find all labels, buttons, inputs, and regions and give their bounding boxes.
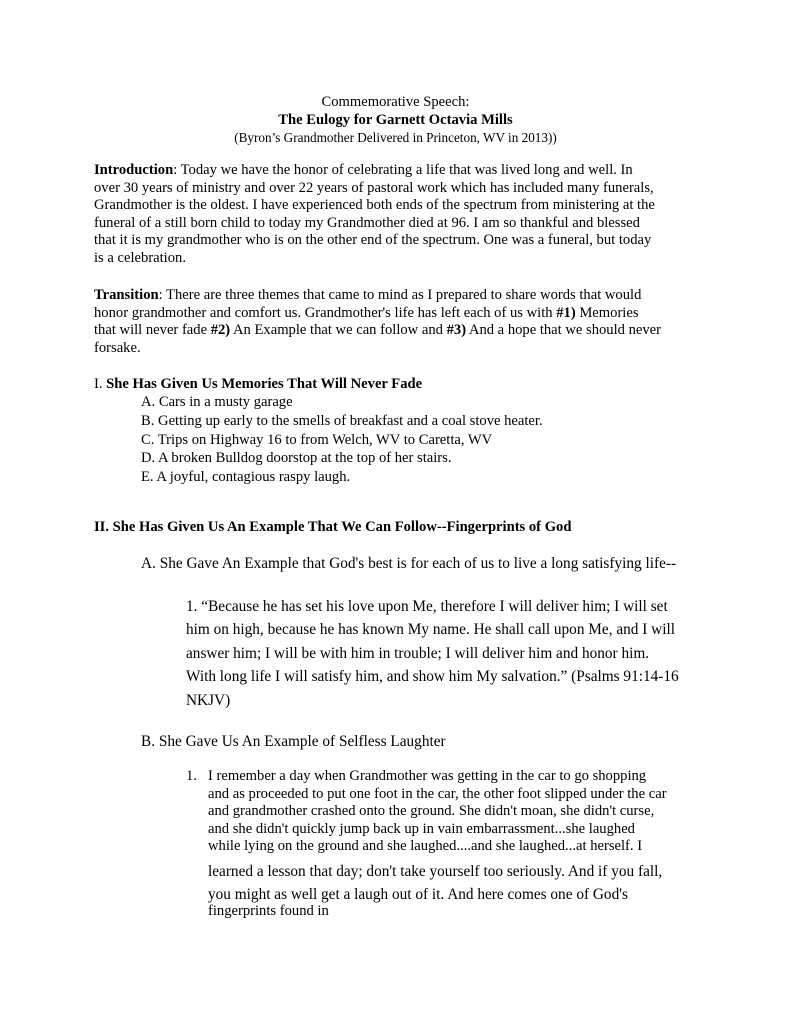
transition-line: Transition: There are three themes that came to mind as I prepared to share words that would xyxy=(94,287,642,303)
memories-list xyxy=(141,393,543,487)
intro-line: is a celebration. xyxy=(94,249,186,266)
point-b: B. She Gave Us An Example of Selfless Laughter xyxy=(141,733,446,750)
psalm-line: NKJV) xyxy=(186,691,231,709)
story-line: while lying on the ground and she laughed....and she laughed...at herself. I xyxy=(208,838,643,854)
section-1-numeral: I. xyxy=(94,376,107,392)
introduction-paragraph xyxy=(94,162,706,268)
story-line: fingerprints found in xyxy=(208,903,329,919)
psalm-line: 1. “Because he has set his love upon Me, therefore I will deliver him; I will set xyxy=(186,598,668,615)
transition-label: Transition xyxy=(94,287,159,303)
psalm-line: With long life I will satisfy him, and show him My salvation.” (Psalms 91:14-16 xyxy=(186,668,679,686)
transition-line: that will never fade #2) An Example that we can follow and #3) And a hope that we should never xyxy=(94,322,662,339)
page-title: The Eulogy for Garnett Octavia Mills xyxy=(278,112,513,128)
psalm-line: answer him; I will be with him in trouble; I will deliver him and honor him. xyxy=(186,644,650,662)
transition-paragraph xyxy=(94,287,706,357)
list-item: A. Cars in a musty garage xyxy=(141,394,293,410)
section-1-title: She Has Given Us Memories That Will Never Fade xyxy=(106,376,423,392)
psalm-line: him on high, because he has known My name. He shall call upon Me, and I will xyxy=(186,621,675,639)
intro-line: Grandmother is the oldest. I have experienced both ends of the spectrum from ministering at the xyxy=(94,197,655,214)
story-line: and she didn't quickly jump back up in vain embarrassment...she laughed xyxy=(208,820,635,837)
intro-line: Introduction: Today we have the honor of celebrating a life that was lived long and well. In xyxy=(94,162,633,178)
document-header xyxy=(0,93,791,147)
section-2-heading: II. She Has Given Us An Example That We Can Follow--Fingerprints of God xyxy=(94,519,572,535)
story-line: and grandmother crashed onto the ground. She didn't moan, she didn't curse, xyxy=(208,803,655,819)
intro-label: Introduction xyxy=(94,162,174,178)
speech-type: Commemorative Speech: xyxy=(321,94,470,110)
point-a: A. She Gave An Example that God's best is for each of us to live a long satisfying life-- xyxy=(141,555,677,572)
story-line: I remember a day when Grandmother was getting in the car to go shopping xyxy=(208,768,647,784)
section-1-heading xyxy=(94,375,422,393)
list-item: D. A broken Bulldog doorstop at the top of her stairs. xyxy=(141,450,452,467)
intro-line: that it is my grandmother who is on the other end of the spectrum. One was a funeral, but today xyxy=(94,232,652,249)
page-subtitle: (Byron’s Grandmother Delivered in Princeton, WV in 2013)) xyxy=(234,130,557,145)
list-item: B. Getting up early to the smells of breakfast and a coal stove heater. xyxy=(141,412,543,429)
story-line: learned a lesson that day; don't take yourself too seriously. And if you fall, xyxy=(208,863,663,880)
list-item: C. Trips on Highway 16 to from Welch, WV to Caretta, WV xyxy=(141,431,493,448)
laughter-story xyxy=(186,768,706,928)
story-line: and as proceeded to put one foot in the car, the other foot slipped under the car xyxy=(208,785,667,802)
transition-line: forsake. xyxy=(94,339,141,356)
intro-line: over 30 years of ministry and over 22 years of pastoral work which has included many funerals, xyxy=(94,179,654,196)
psalm-quote xyxy=(186,595,706,712)
intro-line: funeral of a still born child to today my Grandmother died at 96. I am so thankful and blessed xyxy=(94,214,640,231)
story-number: 1. xyxy=(186,768,197,784)
list-item: E. A joyful, contagious raspy laugh. xyxy=(141,469,351,486)
transition-line: honor grandmother and comfort us. Grandmother's life has left each of us with #1) Memories xyxy=(94,304,639,321)
story-line: you might as well get a laugh out of it. And here comes one of God's xyxy=(208,886,628,903)
